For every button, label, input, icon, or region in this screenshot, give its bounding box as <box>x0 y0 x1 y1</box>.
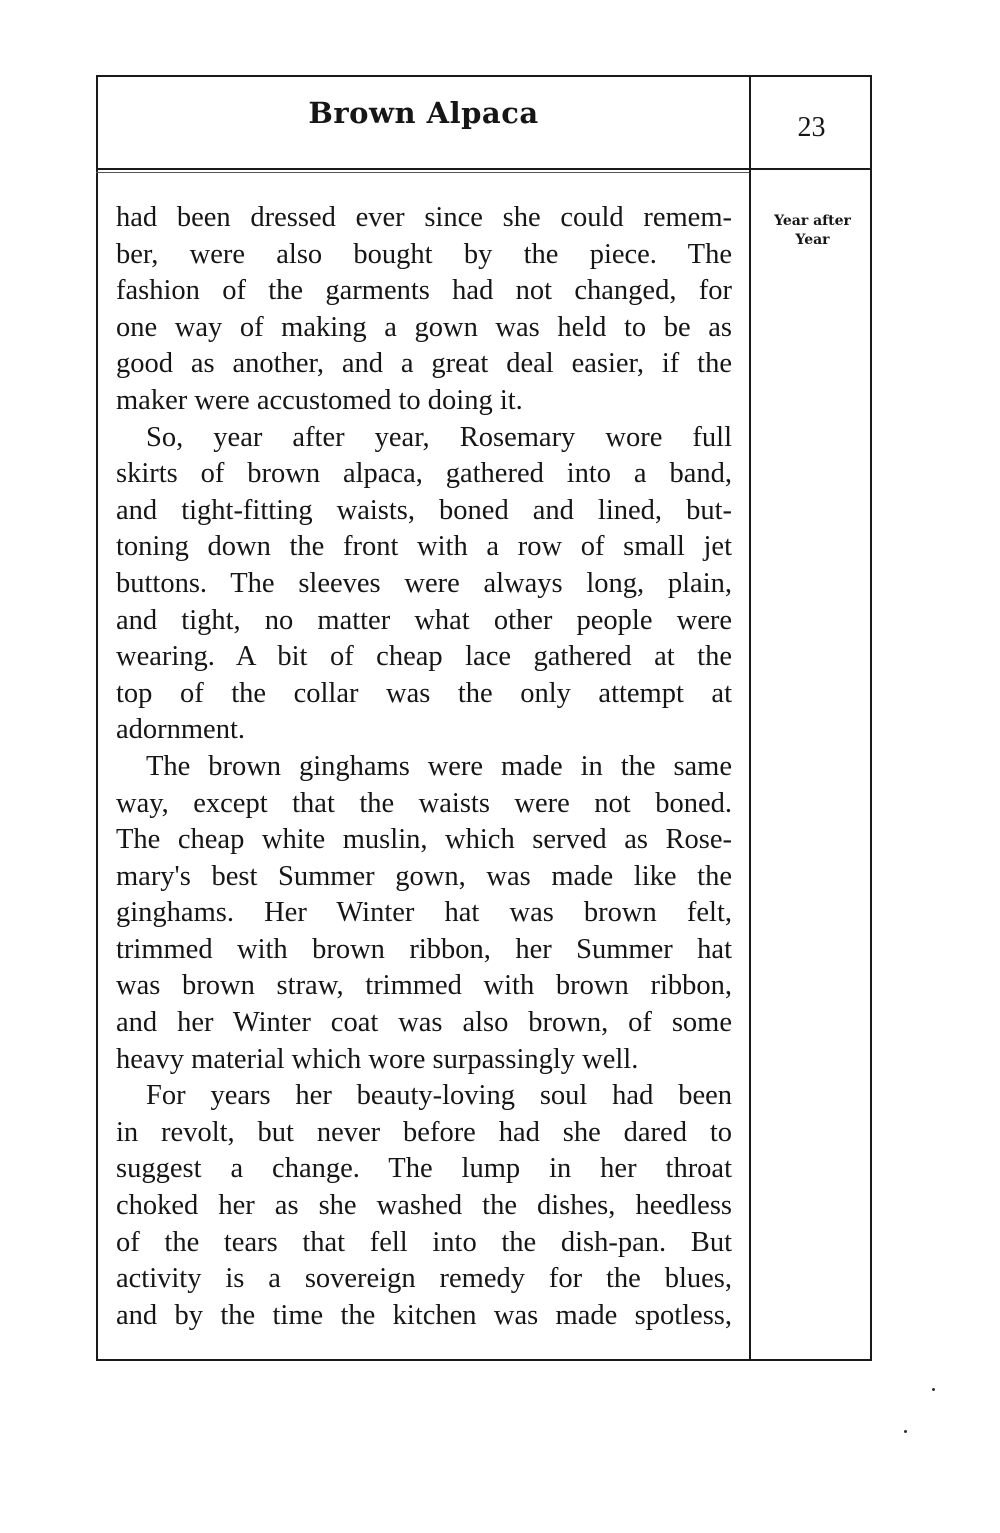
text-line: suggest a change. The lump in her throat <box>116 1153 732 1185</box>
text-line: top of the collar was the only attempt at <box>116 677 732 709</box>
header-rule-thin <box>96 172 749 173</box>
text-line: skirts of brown alpaca, gathered into a band, <box>116 458 732 490</box>
sidenote-line: Year <box>795 232 830 248</box>
text-line: of the tears that fell into the dish-pan. But <box>116 1226 732 1258</box>
page-number: 23 <box>797 112 826 143</box>
text-line: heavy material which wore surpassingly well. <box>116 1043 639 1075</box>
text-line: The brown ginghams were made in the same <box>146 750 732 782</box>
text-line: So, year after year, Rosemary wore full <box>146 421 732 453</box>
text-line: was brown straw, trimmed with brown ribbon, <box>116 970 732 1002</box>
text-line: had been dressed ever since she could remem- <box>116 202 732 233</box>
text-line: ber, were also bought by the piece. The <box>116 238 732 270</box>
header-rule <box>96 168 872 170</box>
text-line: way, except that the waists were not boned. <box>116 787 732 819</box>
text-line: activity is a sovereign remedy for the blues, <box>116 1263 732 1295</box>
text-line: toning down the front with a row of small jet <box>116 531 732 563</box>
text-line: choked her as she washed the dishes, heedless <box>116 1190 732 1222</box>
text-line: buttons. The sleeves were always long, plain, <box>116 567 732 599</box>
text-line: maker were accustomed to doing it. <box>116 384 523 416</box>
margin-column-rule <box>749 75 751 1361</box>
text-line: fashion of the garments had not changed, for <box>116 275 732 307</box>
text-line: trimmed with brown ribbon, her Summer hat <box>116 933 732 965</box>
text-line: wearing. A bit of cheap lace gathered at the <box>116 641 732 673</box>
text-line: mary's best Summer gown, was made like the <box>116 860 732 892</box>
sidenote <box>753 212 872 250</box>
text-line: ginghams. Her Winter hat was brown felt, <box>116 897 732 929</box>
text-line: The cheap white muslin, which served as Rose- <box>116 824 732 856</box>
scan-speck <box>932 1388 935 1391</box>
text-line: one way of making a gown was held to be as <box>116 311 732 343</box>
text-line: adornment. <box>116 714 246 746</box>
text-line: and tight-fitting waists, boned and lined, but- <box>116 494 732 526</box>
text-line: For years her beauty-loving soul had been <box>146 1080 732 1112</box>
text-line: and by the time the kitchen was made spotless, <box>116 1299 732 1331</box>
text-line: in revolt, but never before had she dared to <box>116 1116 732 1148</box>
text-line: and her Winter coat was also brown, of some <box>116 1007 732 1039</box>
running-head: Brown Alpaca <box>308 96 539 130</box>
text-line: and tight, no matter what other people were <box>116 604 732 636</box>
scan-speck <box>904 1430 907 1433</box>
body-text <box>116 200 732 1334</box>
sidenote-line: Year after <box>774 213 851 229</box>
text-line: good as another, and a great deal easier, if the <box>116 348 732 380</box>
